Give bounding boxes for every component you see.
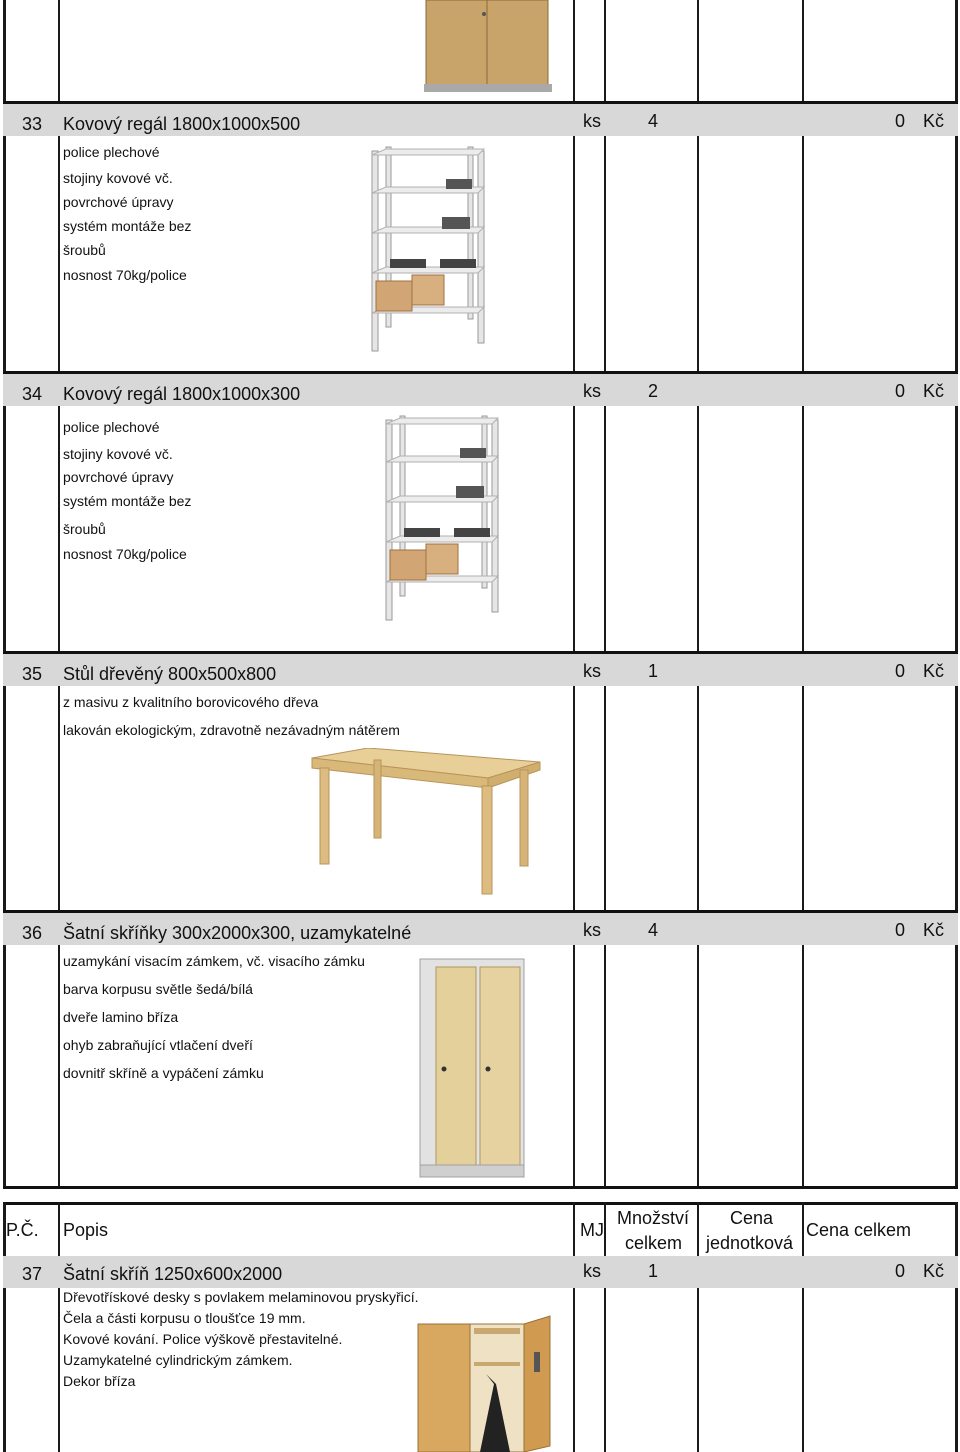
column-divider-1 <box>58 0 60 1188</box>
item-total-price: 0 <box>895 111 906 131</box>
header-cena-line2: jednotková <box>706 1233 794 1253</box>
wooden-table-image <box>308 748 544 898</box>
column-divider-3 <box>604 0 606 1188</box>
item-number: 34 <box>22 384 43 404</box>
item-description-line: stojiny kovové vč. <box>63 170 173 186</box>
item-description-line: lakován ekologickým, zdravotně nezávadným nátěrem <box>63 722 400 738</box>
header-popis: Popis <box>63 1220 109 1240</box>
item-description-line: uzamykání visacím zámkem, vč. visacího zámku <box>63 953 365 969</box>
item-description-line: barva korpusu světle šedá/bílá <box>63 981 253 997</box>
item-description-line: nosnost 70kg/police <box>63 546 187 562</box>
item-currency: Kč <box>923 920 945 940</box>
item-description-line: povrchové úpravy <box>63 469 174 485</box>
item-description-line: Dřevotřískové desky s povlakem melaminovou pryskyřicí. <box>63 1289 419 1305</box>
item-total-price: 0 <box>895 381 906 401</box>
item-quantity: 1 <box>648 1261 659 1281</box>
item-total-price: 0 <box>895 661 906 681</box>
row-separator <box>3 1186 958 1189</box>
item-quantity: 4 <box>648 111 659 131</box>
item-name: Kovový regál 1800x1000x500 <box>63 114 301 134</box>
header-mnozstvi-line2: celkem <box>625 1233 683 1253</box>
table-border-left <box>3 0 6 1188</box>
table-border-right <box>955 0 958 1188</box>
wardrobe-image <box>416 1314 554 1452</box>
item-name: Šatní skříň 1250x600x2000 <box>63 1264 283 1284</box>
column-divider-4 <box>697 0 699 1188</box>
item-quantity: 4 <box>648 920 659 940</box>
item-number: 36 <box>22 923 43 943</box>
item-description-line: Čela a části korpusu o tloušťce 19 mm. <box>63 1310 306 1326</box>
item-description-line: police plechové <box>63 144 160 160</box>
item-description-line: šroubů <box>63 242 106 258</box>
item-description-line: povrchové úpravy <box>63 194 174 210</box>
item-quantity: 1 <box>648 661 659 681</box>
locker-image <box>418 957 528 1179</box>
item-currency: Kč <box>923 661 945 681</box>
item-number: 35 <box>22 664 43 684</box>
item-currency: Kč <box>923 111 945 131</box>
item-unit: ks <box>583 381 601 401</box>
header-pc: P.Č. <box>6 1220 39 1240</box>
item-name: Stůl dřevěný 800x500x800 <box>63 664 277 684</box>
item-description-line: Kovové kování. Police výškově přestavitelné. <box>63 1331 343 1347</box>
cabinet-image <box>424 0 552 96</box>
item-total-price: 0 <box>895 1261 906 1281</box>
column-divider-1 <box>58 1202 60 1452</box>
column-divider-3 <box>604 1202 606 1452</box>
table-border-right <box>955 1202 958 1452</box>
table-header-top-border <box>3 1202 958 1205</box>
item-description-line: nosnost 70kg/police <box>63 267 187 283</box>
item-unit: ks <box>583 661 601 681</box>
item-name: Šatní skříňky 300x2000x300, uzamykatelné <box>63 923 412 943</box>
item-quantity: 2 <box>648 381 659 401</box>
item-description-line: dovnitř skříně a vypáčení zámku <box>63 1065 264 1081</box>
metal-shelf-image <box>380 414 504 624</box>
column-divider-5 <box>802 1202 804 1452</box>
item-currency: Kč <box>923 1261 945 1281</box>
header-cena-celkem: Cena celkem <box>806 1220 912 1240</box>
item-currency: Kč <box>923 381 945 401</box>
item-description-line: z masivu z kvalitního borovicového dřeva <box>63 694 319 710</box>
metal-shelf-image <box>366 145 490 355</box>
column-divider-2 <box>573 0 575 1188</box>
column-divider-4 <box>697 1202 699 1452</box>
header-mj: MJ <box>580 1220 604 1240</box>
item-description-line: police plechové <box>63 419 160 435</box>
item-total-price: 0 <box>895 920 906 940</box>
item-number: 33 <box>22 114 43 134</box>
item-description-line: systém montáže bez <box>63 218 192 234</box>
item-description-line: Uzamykatelné cylindrickým zámkem. <box>63 1352 293 1368</box>
header-cena-line1: Cena <box>730 1208 774 1228</box>
item-description-line: systém montáže bez <box>63 493 192 509</box>
item-description-line: stojiny kovové vč. <box>63 446 173 462</box>
item-unit: ks <box>583 920 601 940</box>
item-unit: ks <box>583 111 601 131</box>
item-number: 37 <box>22 1264 43 1284</box>
column-divider-2 <box>573 1202 575 1452</box>
item-description-line: ohyb zabraňující vtlačení dveří <box>63 1037 253 1053</box>
column-divider-5 <box>802 0 804 1188</box>
header-mnozstvi-line1: Množství <box>617 1208 690 1228</box>
item-unit: ks <box>583 1261 601 1281</box>
item-description-line: šroubů <box>63 521 106 537</box>
item-description-line: dveře lamino bříza <box>63 1009 179 1025</box>
item-name: Kovový regál 1800x1000x300 <box>63 384 301 404</box>
item-description-line: Dekor bříza <box>63 1373 136 1389</box>
